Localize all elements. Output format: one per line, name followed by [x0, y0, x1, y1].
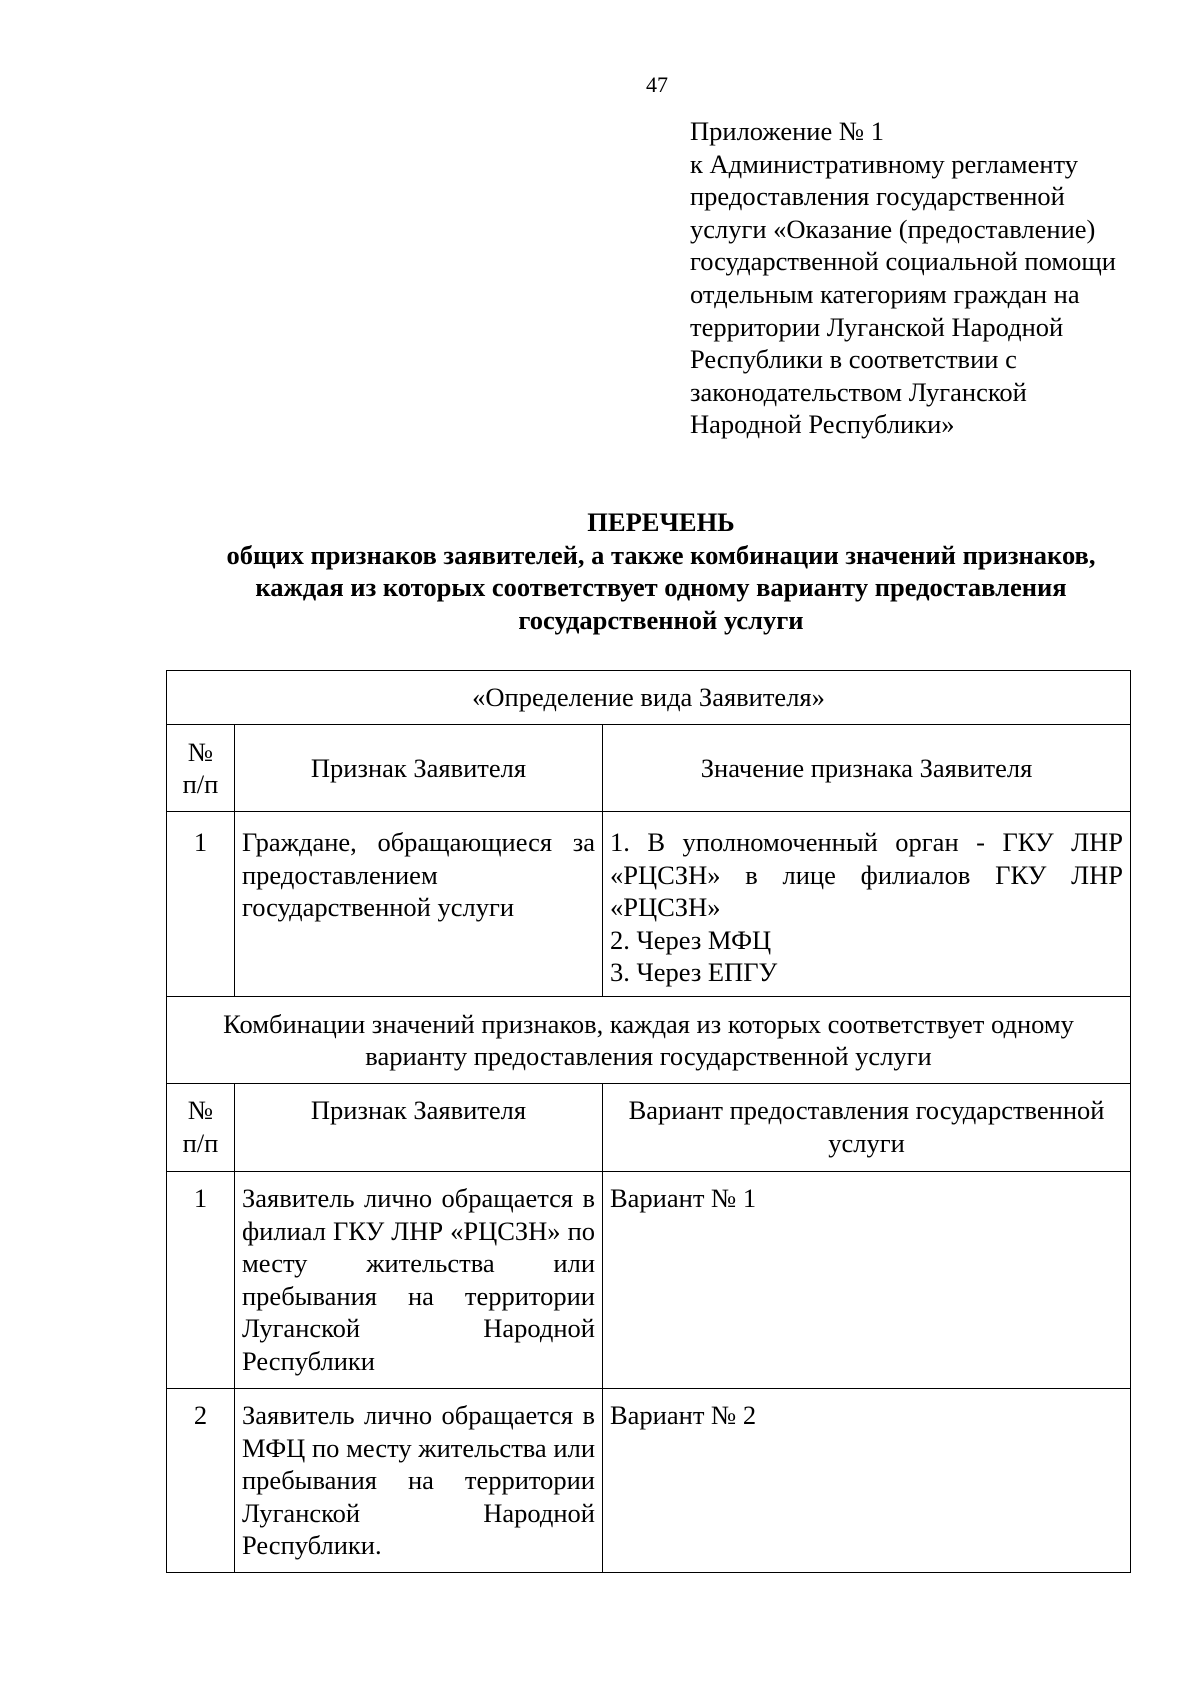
row-feature: Граждане, обращающиеся за предоставлением государственной услуги: [235, 812, 603, 997]
table-row: [167, 1389, 1131, 1573]
appendix-line: отдельным категориям граждан на: [690, 278, 1080, 309]
appendix-line: к Административному регламенту: [690, 148, 1078, 179]
row-feature: Заявитель лично обращается в филиал ГКУ ЛНР «РЦСЗН» по месту жительства или пребывания на территории Луганской Народной Республики: [235, 1172, 603, 1389]
row-variant: Вариант № 2: [603, 1389, 1131, 1573]
header-feature: Признак Заявителя: [235, 1084, 603, 1172]
section-title-row: [167, 997, 1131, 1084]
value-line: 1. В уполномоченный орган - ГКУ ЛНР «РЦСЗН» в лице филиалов ГКУ ЛНР «РЦСЗН»: [610, 827, 1124, 922]
page-number: 47: [646, 72, 668, 97]
row-variant: Вариант № 1: [603, 1172, 1131, 1389]
heading-line: каждая из которых соответствует одному варианту предоставления: [255, 572, 1067, 602]
row-num: 2: [167, 1389, 235, 1573]
document-heading: [150, 506, 1172, 636]
header-num: № п/п: [167, 1084, 235, 1172]
appendix-line: Народной Республики»: [690, 409, 955, 440]
header-row: [167, 725, 1131, 812]
header-num: № п/п: [167, 725, 235, 812]
appendix-block: [690, 115, 1180, 441]
value-line: 2. Через МФЦ: [610, 924, 772, 955]
row-num: 1: [167, 812, 235, 997]
heading-title: ПЕРЕЧЕНЬ: [587, 507, 735, 537]
value-line: 3. Через ЕПГУ: [610, 957, 778, 987]
heading-line: общих признаков заявителей, а также комбинации значений признаков,: [226, 539, 1096, 570]
header-value: Значение признака Заявителя: [603, 725, 1131, 812]
row-feature: Заявитель лично обращается в МФЦ по месту жительства или пребывания на территории Луганской Народной Республики.: [235, 1389, 603, 1573]
appendix-line: услуги «Оказание (предоставление): [690, 213, 1096, 244]
table-row: [167, 812, 1131, 997]
row-value: [603, 812, 1131, 997]
header-variant: Вариант предоставления государственной услуги: [603, 1084, 1131, 1172]
section2-title: Комбинации значений признаков, каждая из которых соответствует одному варианту предоставления государственной услуги: [167, 997, 1131, 1084]
header-row: [167, 1084, 1131, 1172]
section-title-row: [167, 671, 1131, 725]
appendix-line: Республики в соответствии с: [690, 344, 1017, 375]
appendix-line: Приложение № 1: [690, 116, 885, 146]
header-feature: Признак Заявителя: [235, 725, 603, 812]
criteria-table: [166, 670, 1131, 1573]
row-num: 1: [167, 1172, 235, 1389]
appendix-line: законодательством Луганской: [690, 376, 1027, 407]
table-row: [167, 1172, 1131, 1389]
appendix-line: предоставления государственной: [690, 181, 1065, 212]
appendix-line: территории Луганской Народной: [690, 311, 1064, 342]
heading-line: государственной услуги: [518, 604, 804, 635]
appendix-line: государственной социальной помощи: [690, 246, 1116, 277]
section1-title: «Определение вида Заявителя»: [167, 671, 1131, 725]
